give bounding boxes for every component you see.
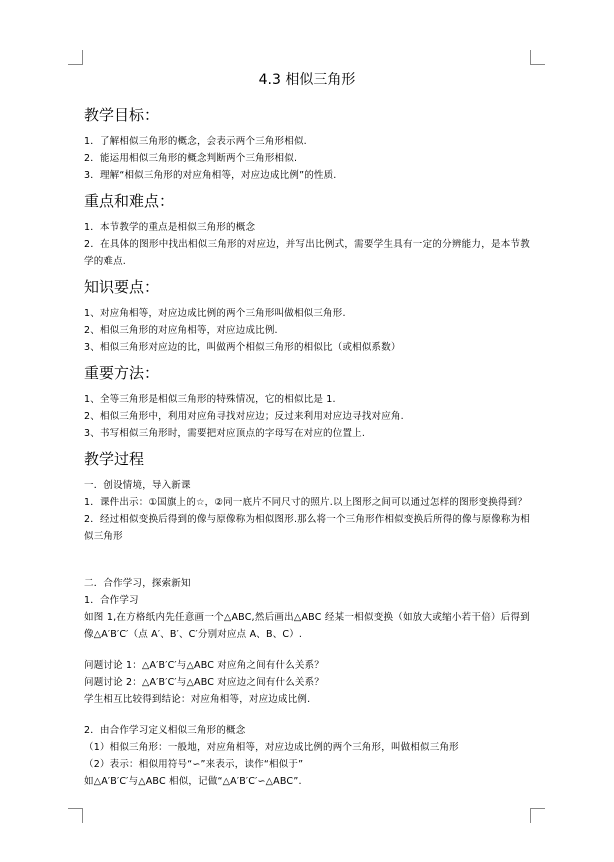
subheading: 1．合作学习	[84, 595, 139, 606]
document-title: 4.3 相似三角形	[258, 72, 356, 88]
paragraph: 学生相互比较得到结论：对应角相等，对应边成比例.	[84, 694, 311, 705]
subheading: 2．由合作学习定义相似三角形的概念	[84, 725, 246, 736]
paragraph: 如图 1,在方格纸内先任意画一个△ABC,然后画出△ABC 经某一相似变换（如放大或缩小若干倍）后得到像△A′B′C′（点 A′、B′、C′分别对应点 A、B、C）.	[84, 612, 530, 640]
list-item: 2、相似三角形的对应角相等，对应边成比例.	[84, 325, 278, 336]
crop-mark-top-right	[530, 50, 545, 65]
paragraph: 2．经过相似变换后得到的像与原像称为相似图形.那么将一个三角形作相似变换后所得的像与原像称为相似三角形	[84, 514, 530, 542]
section-knowledge	[84, 276, 530, 356]
definition: 如△A′B′C′与△ABC 相似，记做“△A′B′C′∽△ABC”.	[84, 776, 302, 787]
section-heading: 重要方法：	[84, 364, 160, 382]
section-goals	[84, 104, 530, 184]
section-key-points	[84, 190, 530, 270]
part-title: 一．创设情境，导入新课	[84, 480, 191, 491]
crop-mark-bottom-left	[68, 808, 83, 823]
list-item: 3、相似三角形对应边的比，叫做两个相似三角形的相似比（或相似系数）	[84, 342, 401, 353]
list-item: 2．在具体的图形中找出相似三角形的对应边，并写出比例式，需要学生具有一定的分辨能力，是本节教学的难点.	[84, 239, 530, 267]
list-item: 1、对应角相等，对应边成比例的两个三角形叫做相似三角形.	[84, 308, 346, 319]
section-heading: 知识要点：	[84, 278, 160, 296]
section-heading: 重点和难点：	[84, 192, 175, 210]
question: 问题讨论 2：△A′B′C′与△ABC 对应边之间有什么关系？	[84, 677, 324, 688]
list-item: 3．理解“相似三角形的对应角相等，对应边成比例”的性质.	[84, 170, 337, 181]
part-title: 二．合作学习，探索新知	[84, 578, 191, 589]
definition: （1）相似三角形：一般地，对应角相等，对应边成比例的两个三角形，叫做相似三角形	[84, 742, 459, 753]
document-page	[84, 70, 530, 790]
section-heading: 教学过程	[84, 450, 145, 468]
list-item: 1．本节教学的重点是相似三角形的概念	[84, 222, 256, 233]
section-methods	[84, 362, 530, 442]
question: 问题讨论 1：△A′B′C′与△ABC 对应角之间有什么关系？	[84, 660, 324, 671]
paragraph: 1．课件出示：①国旗上的☆，②同一底片不同尺寸的照片.以上图形之间可以通过怎样的图形变换得到？	[84, 497, 528, 508]
list-item: 1．了解相似三角形的概念，会表示两个三角形相似.	[84, 136, 307, 147]
definition: （2）表示：相似用符号“∽”来表示，读作“相似于”	[84, 759, 304, 770]
section-process	[84, 448, 530, 790]
list-item: 1、全等三角形是相似三角形的特殊情况，它的相似比是 1.	[84, 394, 336, 405]
section-heading: 教学目标：	[84, 106, 160, 124]
list-item: 2．能运用相似三角形的概念判断两个三角形相似.	[84, 153, 298, 164]
crop-mark-bottom-right	[530, 808, 545, 823]
crop-mark-top-left	[68, 50, 83, 65]
list-item: 3、书写相似三角形时，需要把对应顶点的字母写在对应的位置上.	[84, 428, 366, 439]
list-item: 2、相似三角形中，利用对应角寻找对应边；反过来利用对应边寻找对应角.	[84, 411, 404, 422]
